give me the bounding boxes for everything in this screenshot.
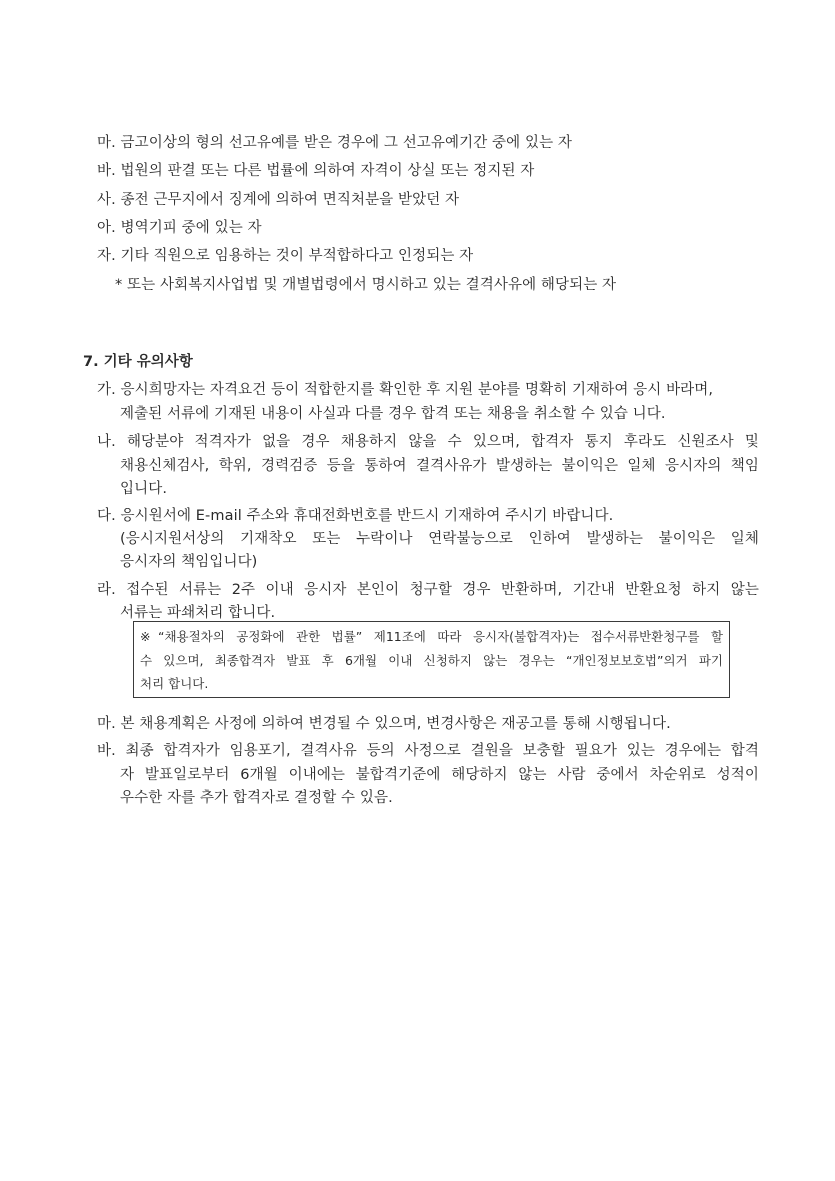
notice-da-line2: (응시지원서상의 기재착오 또는 누락이나 연락불능으로 인하여 발생하는 불이익은 일체	[120, 531, 759, 547]
notice-ba-line3: 우수한 자를 추가 합격자로 결정할 수 있음.	[120, 790, 393, 806]
disqualification-note: * 또는 사회복지사업법 및 개별법령에서 명시하고 있는 결격사유에 해당되는 자	[115, 277, 617, 293]
disqualification-item-ba: 바. 법원의 판결 또는 다른 법률에 의하여 자격이 상실 또는 정지된 자	[97, 163, 535, 179]
notice-ga-line2: 제출된 서류에 기재된 내용이 사실과 다를 경우 합격 또는 채용을 취소할 수 있습 니다.	[120, 406, 666, 422]
notice-ra-line1: 라. 접수된 서류는 2주 이내 응시자 본인이 청구할 경우 반환하며, 기간내 반환요청 하지 않는	[97, 582, 759, 598]
notice-ga-line1: 가. 응시희망자는 자격요건 등이 적합한지를 확인한 후 지원 분야를 명확히 기재하여 응시 바라며,	[97, 382, 714, 398]
notice-ma-line1: 마. 본 채용계획은 사정에 의하여 변경될 수 있으며, 변경사항은 재공고를 통해 시행됩니다.	[97, 716, 671, 732]
notice-ba-line2: 자 발표일로부터 6개월 이내에는 불합격기준에 해당하지 않는 사람 중에서 차순위로 성적이	[120, 767, 759, 783]
notice-box-line3: 처리 합니다.	[140, 676, 209, 691]
notice-na-line2: 채용신체검사, 학위, 경력검증 등을 통하여 결격사유가 발생하는 불이익은 일체 응시자의 책임	[120, 458, 759, 474]
disqualification-item-ja: 자. 기타 직원으로 임용하는 것이 부적합하다고 인정되는 자	[97, 248, 474, 264]
notice-ba-line1: 바. 최종 합격자가 임용포기, 결격사유 등의 사정으로 결원을 보충할 필요가 있는 경우에는 합격	[97, 743, 759, 759]
section-heading: 7. 기타 유의사항	[83, 354, 193, 370]
notice-box-line1: ※“채용절차의 공정화에 관한 법률” 제11조에 따라 응시자(불합격자)는 접수서류반환청구를 할	[140, 629, 723, 644]
notice-box-line2: 수 있으며, 최종합격자 발표 후 6개월 이내 신청하지 않는 경우는 “개인정보보호법”의거 파기	[140, 653, 723, 668]
disqualification-item-a: 아. 병역기피 중에 있는 자	[97, 220, 262, 236]
disqualification-item-ma: 마. 금고이상의 형의 선고유예를 받은 경우에 그 선고유예기간 중에 있는 자	[97, 135, 573, 151]
notice-na-line3: 입니다.	[120, 481, 168, 497]
notice-da-line3: 응시자의 책임입니다)	[120, 554, 258, 570]
notice-na-line1: 나. 해당분야 적격자가 없을 경우 채용하지 않을 수 있으며, 합격자 통지 후라도 신원조사 및	[97, 434, 759, 450]
disqualification-item-sa: 사. 종전 근무지에서 징계에 의하여 면직처분을 받았던 자	[97, 192, 460, 208]
notice-da-line1: 다. 응시원서에 E-mail 주소와 휴대전화번호를 반드시 기재하여 주시기 바랍니다.	[97, 508, 614, 524]
document-return-notice-box	[133, 621, 730, 698]
notice-ra-line2: 서류는 파쇄처리 합니다.	[120, 605, 276, 621]
